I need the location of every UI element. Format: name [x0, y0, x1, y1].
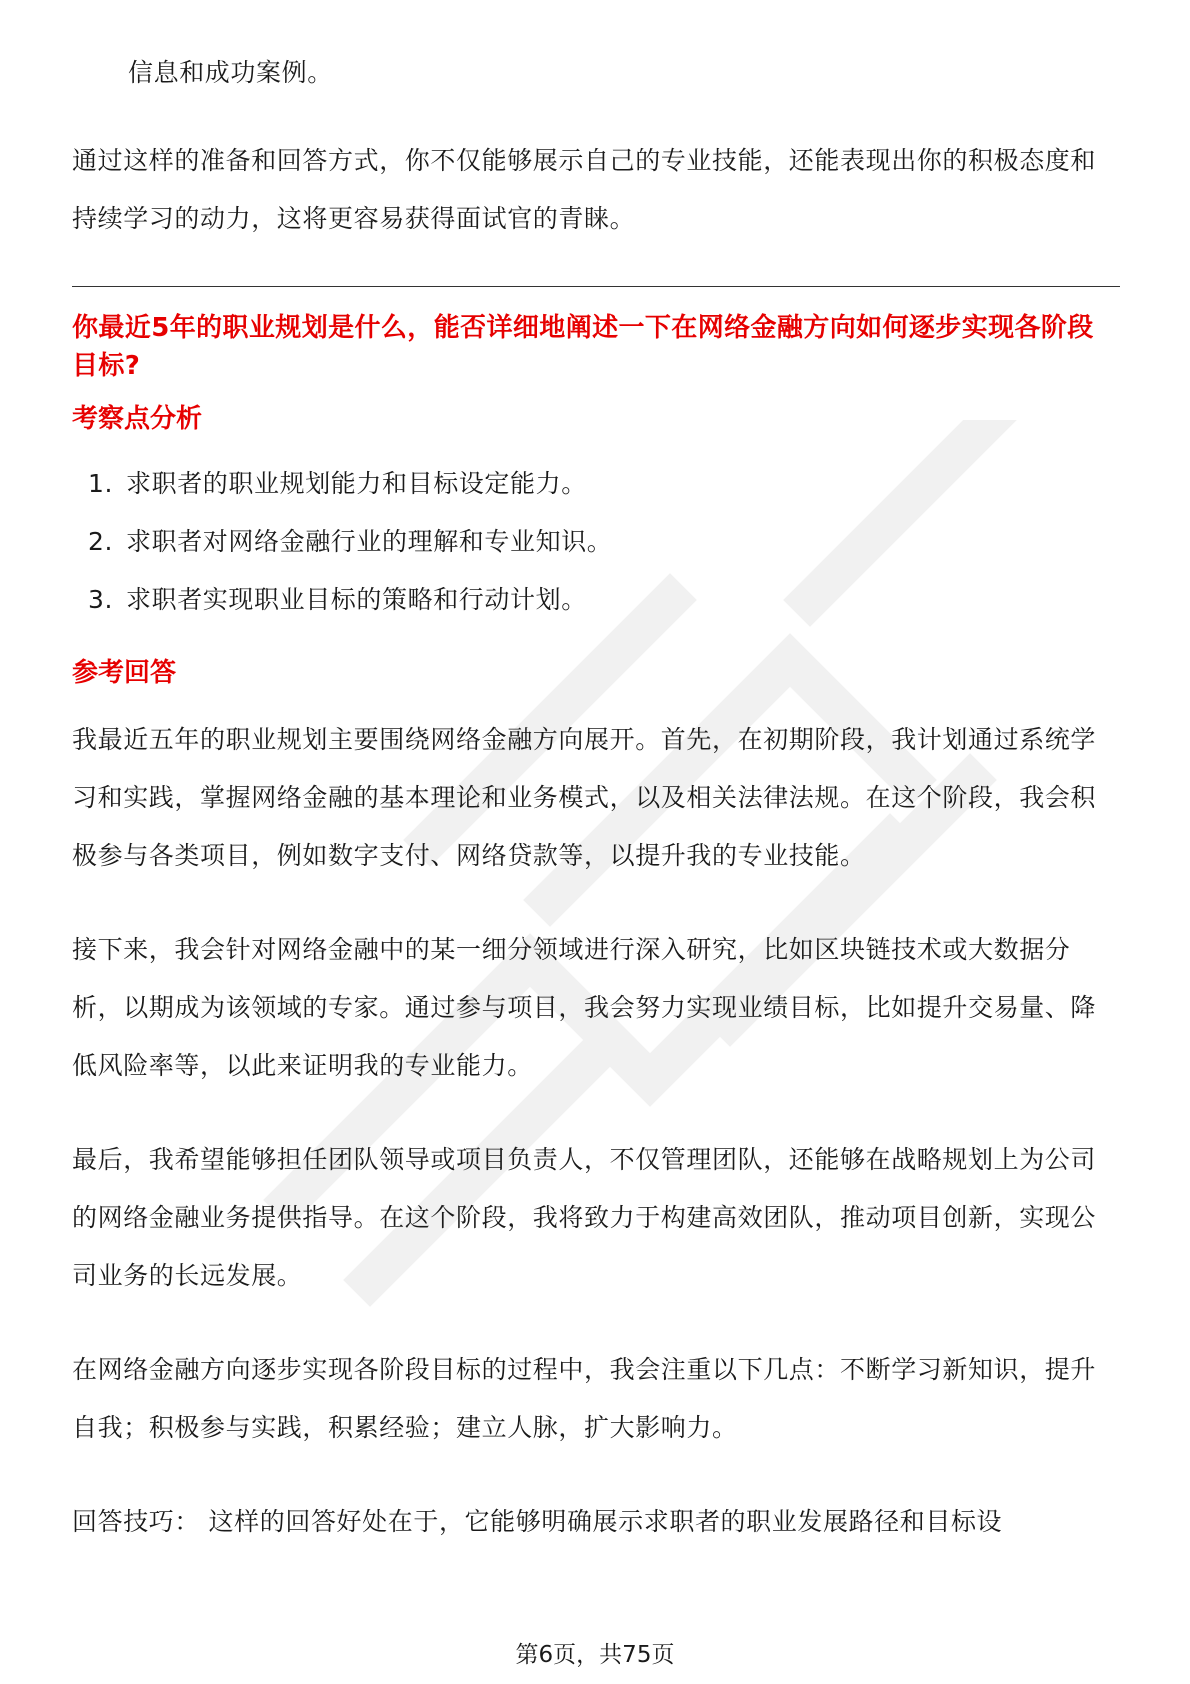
- question-title: 你最近5年的职业规划是什么，能否详细地阐述一下在网络金融方向如何逐步实现各阶段目标?: [72, 313, 1094, 381]
- answer-paragraph: 最后，我希望能够担任团队领导或项目负责人，不仅管理团队，还能够在战略规划上为公司的网络金融业务提供指导。在这个阶段，我将致力于构建高效团队，推动项目创新，实现公司业务的长远发展。: [72, 1145, 1097, 1290]
- continuation-text: 信息和成功案例。: [128, 58, 333, 87]
- content-area: [72, 44, 1120, 1551]
- answer-paragraph: 在网络金融方向逐步实现各阶段目标的过程中，我会注重以下几点：不断学习新知识，提升自我；积极参与实践，积累经验；建立人脉，扩大影响力。: [72, 1355, 1097, 1442]
- list-item-number: 2.: [88, 527, 114, 556]
- list-item-text: 求职者对网络金融行业的理解和专业知识。: [126, 527, 613, 556]
- list-item-text: 求职者的职业规划能力和目标设定能力。: [126, 469, 587, 498]
- analysis-list: [72, 455, 1120, 629]
- analysis-heading: 考察点分析: [72, 404, 203, 434]
- closing-paragraph: 通过这样的准备和回答方式，你不仅能够展示自己的专业技能，还能表现出你的积极态度和持续学习的动力，这将更容易获得面试官的青睐。: [72, 146, 1097, 233]
- answer-paragraph: 接下来，我会针对网络金融中的某一细分领域进行深入研究，比如区块链技术或大数据分析，以期成为该领域的专家。通过参与项目，我会努力实现业绩目标，比如提升交易量、降低风险率等，以此来证明我的专业能力。: [72, 935, 1097, 1080]
- answer-heading: 参考回答: [72, 658, 177, 688]
- list-item-number: 1.: [88, 469, 114, 498]
- list-item: [72, 455, 1120, 513]
- answer-tips-paragraph: 回答技巧： 这样的回答好处在于，它能够明确展示求职者的职业发展路径和目标设: [72, 1507, 1003, 1536]
- list-item-number: 3.: [88, 585, 114, 614]
- answer-paragraph: 我最近五年的职业规划主要围绕网络金融方向展开。首先，在初期阶段，我计划通过系统学习和实践，掌握网络金融的基本理论和业务模式，以及相关法律法规。在这个阶段，我会积极参与各类项目，例如数字支付、网络贷款等，以提升我的专业技能。: [72, 725, 1097, 870]
- list-item: [72, 513, 1120, 571]
- list-item-text: 求职者实现职业目标的策略和行动计划。: [126, 585, 587, 614]
- list-item: [72, 571, 1120, 629]
- page-footer: 第6页，共75页: [515, 1642, 675, 1668]
